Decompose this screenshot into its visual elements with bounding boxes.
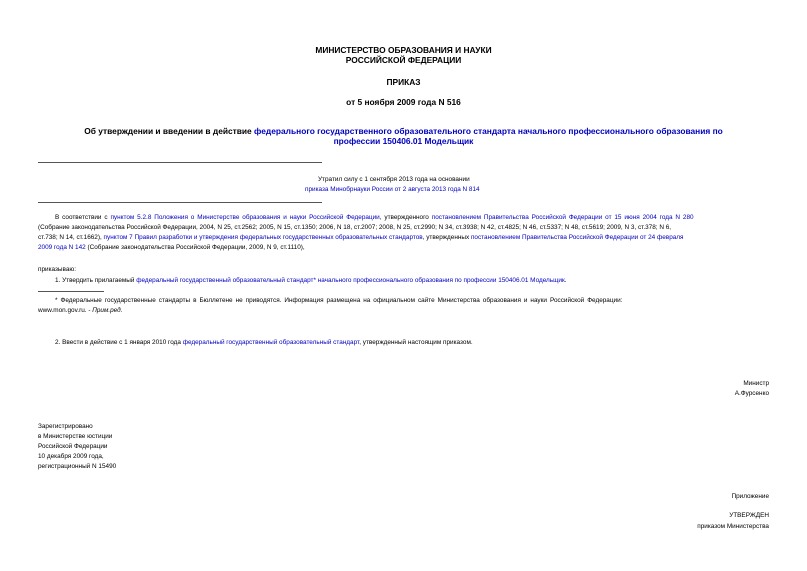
order-word: приказываю:: [38, 266, 76, 273]
title-prefix: Об утверждении и введении в действие: [84, 126, 255, 136]
ministry-name-line2: РОССИЙСКОЙ ФЕДЕРАЦИИ: [345, 55, 462, 65]
preamble-line4: [38, 244, 305, 252]
item-text: , утвержденный настоящим приказом.: [359, 339, 473, 346]
registration-line-1: Зарегистрировано: [38, 423, 93, 430]
footnote-url: www.mon.gov.ru. -: [38, 307, 93, 314]
status-note: Утратил силу с 1 сентября 2013 года на основании: [318, 176, 470, 183]
standard-link-2[interactable]: федеральный государственный образовательный стандарт: [182, 339, 360, 346]
signature-name: А.Фурсенко: [734, 390, 769, 397]
order-item-2: [55, 339, 473, 347]
preamble-text: , утвержденных: [422, 234, 471, 241]
title-standard-link-continued[interactable]: профессии 150406.01 Модельщик: [333, 136, 474, 146]
preamble-text: В соответствии с: [55, 214, 111, 221]
item-text: 2. Ввести в действие с 1 января 2010 года: [55, 339, 183, 346]
registration-line-2: в Министерстве юстиции: [38, 433, 113, 440]
footnote-line1: * Федеральные государственные стандарты в Бюллетене не приводятся. Информация размещена на официальном сайте Министерства образования и науки Российской Федерации:: [55, 297, 623, 304]
appendix-approved-by: приказом Министерства: [697, 523, 769, 530]
divider-top: [38, 162, 322, 163]
preamble-text: ст.738; N 14, ст.1662),: [38, 234, 104, 241]
title-standard-link[interactable]: федерального государственного образовательного стандарта начального профессионального образования по: [254, 126, 723, 136]
footnote-divider: [38, 291, 104, 292]
preamble-text: , утвержденного: [379, 214, 432, 221]
status-note-link-line: [305, 186, 480, 194]
registration-line-5: регистрационный N 15490: [38, 463, 117, 470]
order-item-1: [55, 277, 567, 285]
government-decree-280-link[interactable]: постановлением Правительства Российской Федерации от 15 июня 2004 года N 280: [431, 214, 694, 221]
regulation-link[interactable]: пунктом 5.2.8 Положения о Министерстве образования и науки Российской Федерации: [110, 214, 380, 221]
divider-bottom: [38, 202, 322, 203]
preamble-text: (Собрание законодательства Российской Федерации, 2009, N 9, ст.1110),: [85, 244, 305, 251]
ministry-name-line1: МИНИСТЕРСТВО ОБРАЗОВАНИЯ И НАУКИ: [315, 45, 492, 55]
item-text: .: [564, 277, 567, 284]
editor-note: Прим.ред.: [92, 307, 123, 314]
appendix-label: Приложение: [731, 493, 769, 500]
signature-position: Министр: [743, 380, 769, 387]
rules-point7-link[interactable]: пунктом 7 Правил разработки и утверждения федеральных государственных образовательных стандартов: [103, 234, 423, 241]
standard-link[interactable]: федеральный государственный образовательный стандарт* начального профессионального образования по профессии 150406.01 Модельщик: [136, 277, 565, 284]
preamble-line3: [38, 234, 684, 242]
repeal-order-link[interactable]: приказа Минобрнауки России от 2 августа 2013 года N 814: [305, 186, 480, 193]
appendix-approved: УТВЕРЖДЕН: [729, 512, 769, 519]
registration-line-3: Российской Федерации: [38, 443, 108, 450]
document-date: от 5 ноября 2009 года N 516: [346, 97, 461, 107]
document-title-line1: [0, 126, 807, 136]
footnote-line2: [38, 307, 122, 315]
government-decree-142-link-continued[interactable]: 2009 года N 142: [38, 244, 86, 251]
document-type: ПРИКАЗ: [386, 77, 421, 87]
registration-line-4: 10 декабря 2009 года,: [38, 453, 104, 460]
preamble-line2: (Собрание законодательства Российской Федерации, 2004, N 25, ст.2562; 2005, N 15, ст.1350; 2006, N 18, ст.2007; 2008, N 25, ст.2990; N 34, ст.3938; N 42, ст.4825; N 46, ст.5337; N 48, ст.5619; 2009, N 3, ст.378; N 6,: [38, 224, 672, 231]
preamble-line1: [55, 214, 769, 222]
item-text: 1. Утвердить прилагаемый: [55, 277, 137, 284]
government-decree-142-link[interactable]: постановлением Правительства Российской Федерации от 24 февраля: [470, 234, 684, 241]
document-title-line2: [0, 136, 807, 146]
